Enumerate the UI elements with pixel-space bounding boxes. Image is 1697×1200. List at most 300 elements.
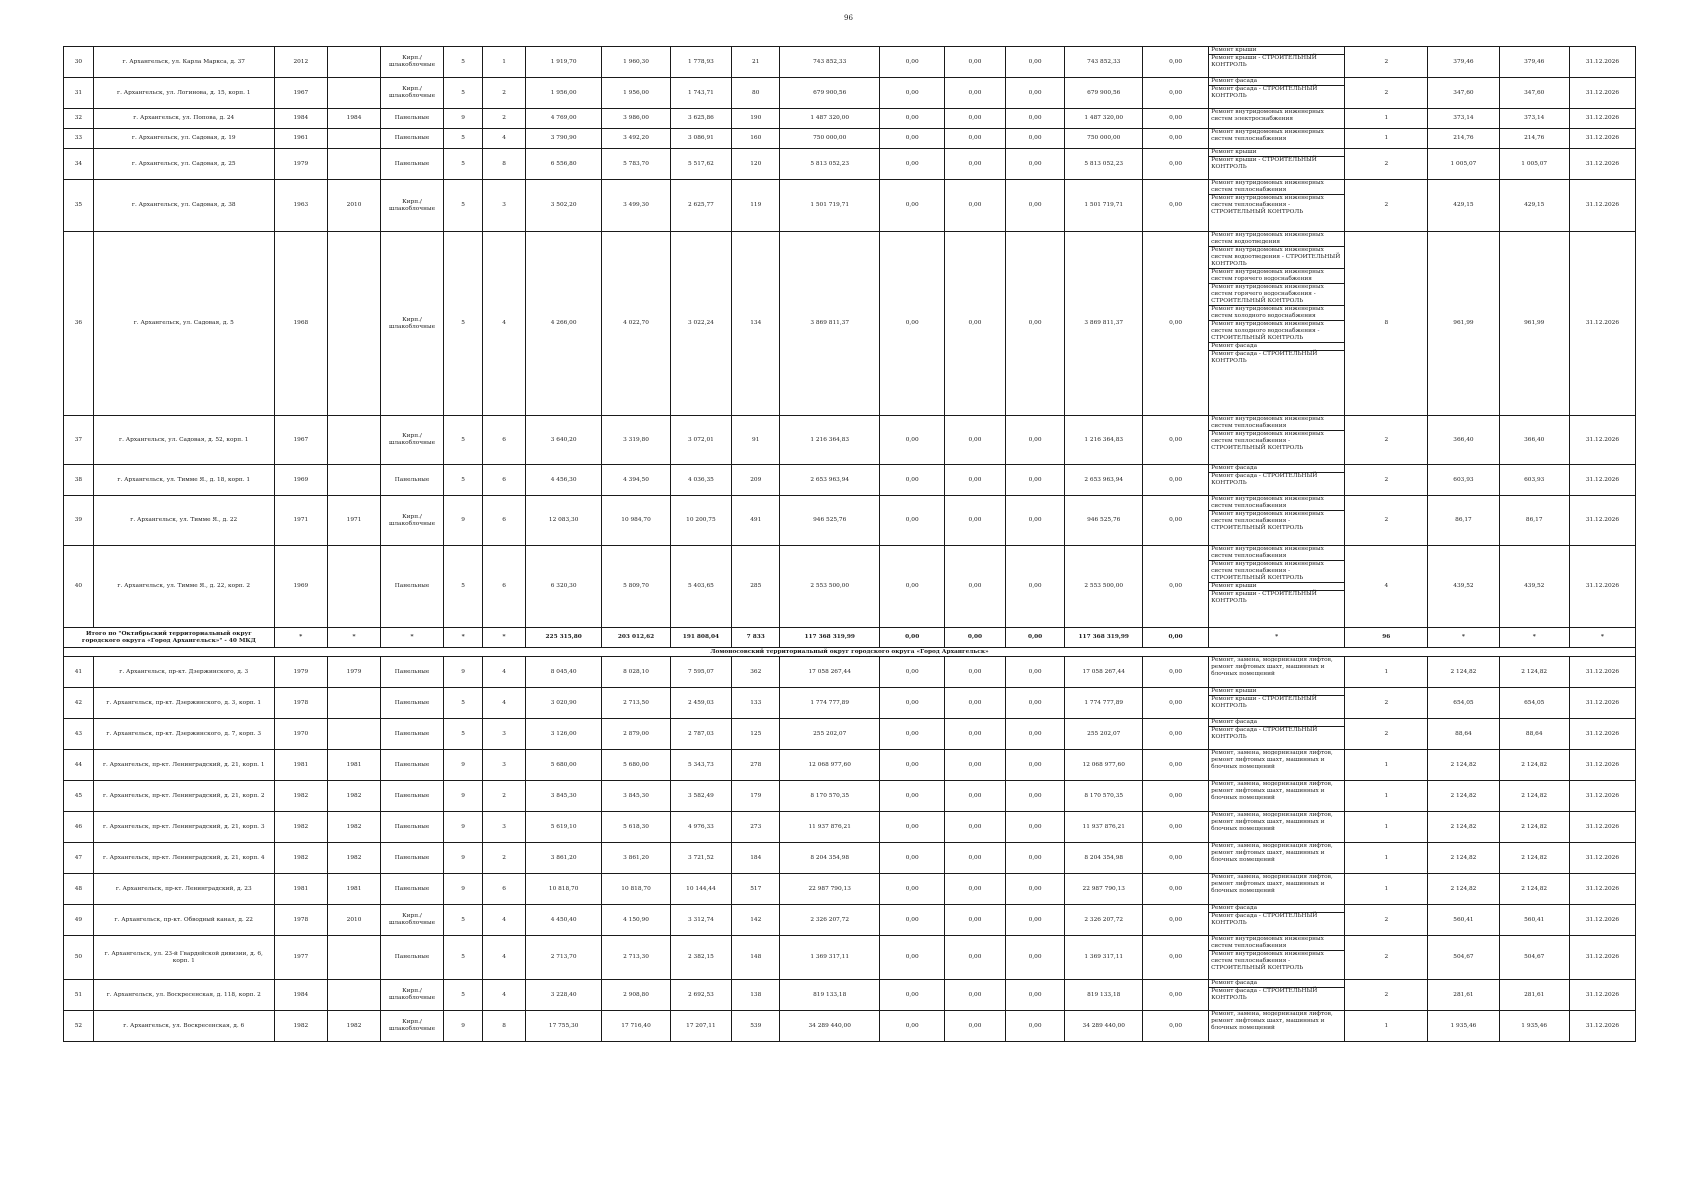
floors-count: 9	[443, 874, 482, 905]
total-cost: 0,00	[1005, 628, 1065, 648]
municipal-share: 0,00	[1005, 78, 1065, 109]
floors-count: 9	[443, 750, 482, 781]
regional-share: 0,00	[945, 180, 1006, 232]
unit-cost: 439,52	[1428, 546, 1499, 628]
completion-date: 31.12.2026	[1569, 232, 1635, 416]
build-year: 1978	[274, 688, 327, 719]
repair-cost: 3 869 811,37	[780, 232, 880, 416]
work-item: Ремонт фасада - СТРОИТЕЛЬНЫЙ КОНТРОЛЬ	[1211, 727, 1318, 740]
unit-cost: 1 005,07	[1428, 149, 1499, 180]
work-count: 2	[1345, 496, 1428, 546]
work-count: 4	[1345, 546, 1428, 628]
table-row	[64, 78, 1636, 109]
work-item: Ремонт фасада - СТРОИТЕЛЬНЫЙ КОНТРОЛЬ	[1211, 913, 1318, 926]
row-number: 45	[64, 781, 94, 812]
total-area: 4 456,30	[525, 465, 602, 496]
residents-count: 179	[732, 781, 780, 812]
municipal-share: 0,00	[1005, 416, 1065, 465]
build-year: 1979	[274, 149, 327, 180]
work-item: Ремонт внутридомовых инженерных систем водоотведения - СТРОИТЕЛЬНЫЙ КОНТРОЛЬ	[1209, 247, 1344, 269]
repair-cost: 2 326 207,72	[780, 905, 880, 936]
other-share: 0,00	[1143, 688, 1209, 719]
owners-share: 2 553 500,00	[1065, 546, 1143, 628]
table-row	[64, 232, 1636, 416]
total-cell: *	[381, 628, 444, 648]
work-item: Ремонт крыши	[1209, 47, 1344, 55]
section-header-row	[64, 648, 1636, 657]
regional-share: 0,00	[945, 465, 1006, 496]
row-number: 48	[64, 874, 94, 905]
work-item: Ремонт крыши	[1209, 149, 1344, 157]
owners-share: 8 170 570,35	[1065, 781, 1143, 812]
table-row	[64, 129, 1636, 149]
work-item: Ремонт внутридомовых инженерных систем водоотведения	[1209, 232, 1344, 247]
entrances-count: 8	[483, 1011, 526, 1042]
residents-count: 190	[732, 109, 780, 129]
work-count: 2	[1345, 936, 1428, 980]
work-types	[1209, 109, 1345, 129]
regional-share: 0,00	[945, 78, 1006, 109]
floors-count: 5	[443, 905, 482, 936]
fund-share: 0,00	[880, 47, 945, 78]
work-count: 1	[1345, 781, 1428, 812]
row-number: 37	[64, 416, 94, 465]
residents-count: 134	[732, 232, 780, 416]
regional-share: 0,00	[945, 812, 1006, 843]
build-year: 1967	[274, 78, 327, 109]
owners-share: 946 525,76	[1065, 496, 1143, 546]
repair-cost: 1 216 364,83	[780, 416, 880, 465]
reconstruction-year	[327, 416, 380, 465]
fund-share: 0,00	[880, 719, 945, 750]
row-number: 47	[64, 843, 94, 874]
row-number: 36	[64, 232, 94, 416]
regional-share: 0,00	[945, 657, 1006, 688]
total-area: 3 640,20	[525, 416, 602, 465]
address-cell: г. Архангельск, ул. Карла Маркса, д. 37	[93, 47, 274, 78]
wall-material: Кирп./ шлакоблочные	[381, 416, 444, 465]
regional-share: 0,00	[945, 980, 1006, 1011]
entrances-count: 8	[483, 149, 526, 180]
reconstruction-year: 1981	[327, 750, 380, 781]
repair-cost: 946 525,76	[780, 496, 880, 546]
entrances-count: 4	[483, 936, 526, 980]
fund-share: 0,00	[880, 232, 945, 416]
floors-count: 5	[443, 180, 482, 232]
max-unit-cost: 366,40	[1499, 416, 1569, 465]
completion-date: 31.12.2026	[1569, 109, 1635, 129]
floors-count: 5	[443, 688, 482, 719]
repair-cost: 1 487 320,00	[780, 109, 880, 129]
residential-area: 4 036,35	[670, 465, 732, 496]
max-unit-cost: 2 124,82	[1499, 750, 1569, 781]
work-types	[1209, 812, 1345, 843]
work-count: 2	[1345, 180, 1428, 232]
other-share: 0,00	[1143, 657, 1209, 688]
max-unit-cost: 439,52	[1499, 546, 1569, 628]
work-item: Ремонт внутридомовых инженерных систем электроснабжения	[1211, 109, 1324, 122]
repair-cost: 2 553 500,00	[780, 546, 880, 628]
other-share: 0,00	[1143, 496, 1209, 546]
address-cell: г. Архангельск, ул. Воскресенская, д. 6	[93, 1011, 274, 1042]
wall-material: Панельные	[381, 781, 444, 812]
work-count: 1	[1345, 657, 1428, 688]
wall-material: Кирп./ шлакоблочные	[381, 980, 444, 1011]
table-row	[64, 688, 1636, 719]
residential-area: 4 976,33	[670, 812, 732, 843]
total-area: 10 818,70	[525, 874, 602, 905]
completion-date: 31.12.2026	[1569, 149, 1635, 180]
floors-count: 5	[443, 546, 482, 628]
unit-cost: 2 124,82	[1428, 874, 1499, 905]
living-area: 1 956,00	[602, 78, 670, 109]
repair-cost: 8 204 354,98	[780, 843, 880, 874]
wall-material: Кирп./ шлакоблочные	[381, 180, 444, 232]
work-item: Ремонт внутридомовых инженерных систем холодного водоснабжения - СТРОИТЕЛЬНЫЙ КОНТРОЛЬ	[1209, 321, 1344, 343]
build-year: 1978	[274, 905, 327, 936]
regional-share: 0,00	[945, 149, 1006, 180]
max-unit-cost: 961,99	[1499, 232, 1569, 416]
living-area: 2 908,80	[602, 980, 670, 1011]
entrances-count: 3	[483, 719, 526, 750]
work-item: Ремонт внутридомовых инженерных систем теплоснабжения	[1209, 180, 1344, 195]
living-area: 1 960,30	[602, 47, 670, 78]
max-unit-cost: 281,61	[1499, 980, 1569, 1011]
reconstruction-year	[327, 47, 380, 78]
work-count: 2	[1345, 980, 1428, 1011]
table-row	[64, 874, 1636, 905]
total-cost: 117 368 319,99	[1065, 628, 1143, 648]
address-cell: г. Архангельск, ул. 23-й Гвардейской дивизии, д. 6, корп. 1	[93, 936, 274, 980]
work-item: Ремонт фасада	[1209, 465, 1344, 473]
unit-cost: 2 124,82	[1428, 657, 1499, 688]
address-cell: г. Архангельск, ул. Логинова, д. 15, корп. 1	[93, 78, 274, 109]
wall-material: Панельные	[381, 546, 444, 628]
entrances-count: 6	[483, 416, 526, 465]
municipal-share: 0,00	[1005, 546, 1065, 628]
residents-count: 120	[732, 149, 780, 180]
total-area: 225 315,80	[525, 628, 602, 648]
municipal-share: 0,00	[1005, 843, 1065, 874]
floors-count: 5	[443, 465, 482, 496]
work-count: 1	[1345, 1011, 1428, 1042]
entrances-count: 4	[483, 980, 526, 1011]
municipal-share: 0,00	[1005, 874, 1065, 905]
entrances-count: 2	[483, 843, 526, 874]
work-item: Ремонт внутридомовых инженерных систем теплоснабжения	[1209, 936, 1344, 951]
max-unit-cost: 2 124,82	[1499, 657, 1569, 688]
table-row	[64, 546, 1636, 628]
row-number: 35	[64, 180, 94, 232]
address-cell: г. Архангельск, пр-кт. Ленинградский, д. 23	[93, 874, 274, 905]
table-row	[64, 719, 1636, 750]
floors-count: 9	[443, 496, 482, 546]
fund-share: 0,00	[880, 812, 945, 843]
owners-share: 22 987 790,13	[1065, 874, 1143, 905]
address-cell: г. Архангельск, пр-кт. Ленинградский, д. 21, корп. 3	[93, 812, 274, 843]
entrances-count: 4	[483, 688, 526, 719]
completion-date: 31.12.2026	[1569, 546, 1635, 628]
floors-count: 9	[443, 843, 482, 874]
total-cost: 0,00	[880, 628, 945, 648]
row-number: 41	[64, 657, 94, 688]
address-cell: г. Архангельск, ул. Садовая, д. 19	[93, 129, 274, 149]
living-area: 5 809,70	[602, 546, 670, 628]
living-area: 5 680,00	[602, 750, 670, 781]
work-item: Ремонт, замена, модернизация лифтов, ремонт лифтовых шахт, машинных и блочных помещений	[1211, 781, 1333, 801]
residents-count: 539	[732, 1011, 780, 1042]
address-cell: г. Архангельск, пр-кт. Дзержинского, д. 3, корп. 1	[93, 688, 274, 719]
total-area: 1 956,00	[525, 78, 602, 109]
living-area: 4 022,70	[602, 232, 670, 416]
row-number: 40	[64, 546, 94, 628]
fund-share: 0,00	[880, 109, 945, 129]
build-year: 1971	[274, 496, 327, 546]
address-cell: г. Архангельск, пр-кт. Дзержинского, д. 3	[93, 657, 274, 688]
municipal-share: 0,00	[1005, 129, 1065, 149]
table-row	[64, 781, 1636, 812]
total-area: 1 919,70	[525, 47, 602, 78]
total-area: 3 845,30	[525, 781, 602, 812]
owners-share: 1 216 364,83	[1065, 416, 1143, 465]
total-area: 191 808,04	[670, 628, 732, 648]
work-item: Ремонт фасада - СТРОИТЕЛЬНЫЙ КОНТРОЛЬ	[1211, 86, 1318, 99]
completion-date: 31.12.2026	[1569, 78, 1635, 109]
total-area: 4 769,00	[525, 109, 602, 129]
repair-cost: 22 987 790,13	[780, 874, 880, 905]
living-area: 3 845,30	[602, 781, 670, 812]
completion-date: 31.12.2026	[1569, 980, 1635, 1011]
unit-cost: 214,76	[1428, 129, 1499, 149]
wall-material: Панельные	[381, 812, 444, 843]
completion-date: 31.12.2026	[1569, 416, 1635, 465]
unit-cost: 347,60	[1428, 78, 1499, 109]
work-item: Ремонт, замена, модернизация лифтов, ремонт лифтовых шахт, машинных и блочных помещений	[1211, 657, 1333, 677]
max-unit-cost: 88,64	[1499, 719, 1569, 750]
residential-area: 2 787,03	[670, 719, 732, 750]
fund-share: 0,00	[880, 496, 945, 546]
wall-material: Панельные	[381, 657, 444, 688]
total-area: 203 012,62	[602, 628, 670, 648]
other-share: 0,00	[1143, 812, 1209, 843]
unit-cost: 603,93	[1428, 465, 1499, 496]
entrances-count: 2	[483, 781, 526, 812]
wall-material: Кирп./ шлакоблочные	[381, 1011, 444, 1042]
wall-material: Панельные	[381, 129, 444, 149]
residents-count: 184	[732, 843, 780, 874]
repair-cost: 2 653 963,94	[780, 465, 880, 496]
work-types	[1209, 232, 1345, 416]
reconstruction-year	[327, 78, 380, 109]
fund-share: 0,00	[880, 1011, 945, 1042]
municipal-share: 0,00	[1005, 936, 1065, 980]
completion-date: 31.12.2026	[1569, 180, 1635, 232]
max-unit-cost: 504,67	[1499, 936, 1569, 980]
fund-share: 0,00	[880, 129, 945, 149]
wall-material: Панельные	[381, 874, 444, 905]
work-types	[1209, 750, 1345, 781]
residents-count: 160	[732, 129, 780, 149]
wall-material: Панельные	[381, 719, 444, 750]
work-types	[1209, 47, 1345, 78]
residents-count: 21	[732, 47, 780, 78]
work-item: Ремонт, замена, модернизация лифтов, ремонт лифтовых шахт, машинных и блочных помещений	[1211, 874, 1333, 894]
address-cell: г. Архангельск, пр-кт. Ленинградский, д. 21, корп. 1	[93, 750, 274, 781]
work-count: 2	[1345, 47, 1428, 78]
total-area: 4 266,00	[525, 232, 602, 416]
living-area: 3 492,20	[602, 129, 670, 149]
floors-count: 9	[443, 1011, 482, 1042]
residential-area: 3 022,24	[670, 232, 732, 416]
owners-share: 1 774 777,89	[1065, 688, 1143, 719]
section-title: Ломоносовский территориальный округ городского округа «Город Архангельск»	[64, 648, 1636, 657]
work-types	[1209, 129, 1345, 149]
regional-share: 0,00	[945, 129, 1006, 149]
work-item: Ремонт фасада	[1209, 78, 1344, 86]
build-year: 1961	[274, 129, 327, 149]
total-cost: 0,00	[1143, 628, 1209, 648]
table-row	[64, 47, 1636, 78]
row-number: 34	[64, 149, 94, 180]
residents-count: 273	[732, 812, 780, 843]
entrances-count: 1	[483, 47, 526, 78]
unit-cost: 366,40	[1428, 416, 1499, 465]
reconstruction-year	[327, 465, 380, 496]
regional-share: 0,00	[945, 546, 1006, 628]
table-row	[64, 905, 1636, 936]
row-number: 52	[64, 1011, 94, 1042]
municipal-share: 0,00	[1005, 980, 1065, 1011]
residents-count: 138	[732, 980, 780, 1011]
residents-count: 148	[732, 936, 780, 980]
work-types	[1209, 874, 1345, 905]
address-cell: г. Архангельск, ул. Садовая, д. 5	[93, 232, 274, 416]
wall-material: Панельные	[381, 465, 444, 496]
work-types	[1209, 180, 1345, 232]
residential-area: 7 595,07	[670, 657, 732, 688]
build-year: 2012	[274, 47, 327, 78]
row-number: 51	[64, 980, 94, 1011]
work-types	[1209, 416, 1345, 465]
entrances-count: 3	[483, 812, 526, 843]
total-area: 3 020,90	[525, 688, 602, 719]
total-cost: 117 368 319,99	[780, 628, 880, 648]
build-year: 1982	[274, 781, 327, 812]
work-item: Ремонт фасада	[1209, 719, 1344, 727]
row-number: 30	[64, 47, 94, 78]
reconstruction-year	[327, 936, 380, 980]
living-area: 10 818,70	[602, 874, 670, 905]
repair-cost: 1 774 777,89	[780, 688, 880, 719]
regional-share: 0,00	[945, 905, 1006, 936]
max-unit-cost: 373,14	[1499, 109, 1569, 129]
municipal-share: 0,00	[1005, 688, 1065, 719]
work-count: 1	[1345, 874, 1428, 905]
work-item: Ремонт внутридомовых инженерных систем теплоснабжения	[1209, 546, 1344, 561]
floors-count: 5	[443, 980, 482, 1011]
address-cell: г. Архангельск, ул. Тимме Я., д. 18, корп. 1	[93, 465, 274, 496]
floors-count: 5	[443, 936, 482, 980]
max-unit-cost: 429,15	[1499, 180, 1569, 232]
living-area: 4 150,90	[602, 905, 670, 936]
residential-area: 2 692,53	[670, 980, 732, 1011]
work-types	[1209, 496, 1345, 546]
municipal-share: 0,00	[1005, 180, 1065, 232]
work-count: 1	[1345, 129, 1428, 149]
residential-area: 17 207,11	[670, 1011, 732, 1042]
repair-cost: 17 058 267,44	[780, 657, 880, 688]
address-cell: г. Архангельск, пр-кт. Обводный канал, д. 22	[93, 905, 274, 936]
okt-district-rows	[64, 47, 1636, 628]
completion-date: 31.12.2026	[1569, 129, 1635, 149]
work-item: Ремонт крыши	[1209, 583, 1344, 591]
owners-share: 11 937 876,21	[1065, 812, 1143, 843]
total-area: 3 790,90	[525, 129, 602, 149]
work-types	[1209, 905, 1345, 936]
wall-material: Кирп./ шлакоблочные	[381, 496, 444, 546]
residential-area: 3 625,86	[670, 109, 732, 129]
repair-cost: 1 501 719,71	[780, 180, 880, 232]
work-count: 8	[1345, 232, 1428, 416]
fund-share: 0,00	[880, 465, 945, 496]
work-item: Ремонт фасада - СТРОИТЕЛЬНЫЙ КОНТРОЛЬ	[1211, 351, 1318, 364]
owners-share: 1 501 719,71	[1065, 180, 1143, 232]
work-types	[1209, 843, 1345, 874]
municipal-share: 0,00	[1005, 496, 1065, 546]
other-share: 0,00	[1143, 1011, 1209, 1042]
completion-date: 31.12.2026	[1569, 750, 1635, 781]
wall-material: Кирп./ шлакоблочные	[381, 78, 444, 109]
work-types	[1209, 719, 1345, 750]
residents-count: 285	[732, 546, 780, 628]
build-year: 1963	[274, 180, 327, 232]
work-count: 1	[1345, 109, 1428, 129]
total-area: 17 755,30	[525, 1011, 602, 1042]
table-row	[64, 750, 1636, 781]
wall-material: Кирп./ шлакоблочные	[381, 232, 444, 416]
completion-date: 31.12.2026	[1569, 874, 1635, 905]
completion-date: 31.12.2026	[1569, 496, 1635, 546]
work-types	[1209, 781, 1345, 812]
work-types	[1209, 980, 1345, 1011]
work-types	[1209, 657, 1345, 688]
work-item: Ремонт внутридомовых инженерных систем горячего водоснабжения	[1209, 269, 1344, 284]
residents-count: 133	[732, 688, 780, 719]
regional-share: 0,00	[945, 936, 1006, 980]
other-share: 0,00	[1143, 980, 1209, 1011]
work-item: Ремонт, замена, модернизация лифтов, ремонт лифтовых шахт, машинных и блочных помещений	[1211, 843, 1333, 863]
unit-cost: 560,41	[1428, 905, 1499, 936]
living-area: 10 984,70	[602, 496, 670, 546]
work-types	[1209, 1011, 1345, 1042]
repair-cost: 34 289 440,00	[780, 1011, 880, 1042]
max-unit-cost: 2 124,82	[1499, 874, 1569, 905]
capital-repair-table	[63, 46, 1636, 1042]
work-item: Ремонт крыши	[1209, 688, 1344, 696]
reconstruction-year	[327, 149, 380, 180]
municipal-share: 0,00	[1005, 149, 1065, 180]
regional-share: 0,00	[945, 750, 1006, 781]
reconstruction-year: 1971	[327, 496, 380, 546]
owners-share: 12 068 977,60	[1065, 750, 1143, 781]
regional-share: 0,00	[945, 688, 1006, 719]
living-area: 8 028,10	[602, 657, 670, 688]
residents-count: 517	[732, 874, 780, 905]
floors-count: 5	[443, 78, 482, 109]
unit-cost: 2 124,82	[1428, 843, 1499, 874]
unit-cost: 88,64	[1428, 719, 1499, 750]
completion-date: 31.12.2026	[1569, 47, 1635, 78]
